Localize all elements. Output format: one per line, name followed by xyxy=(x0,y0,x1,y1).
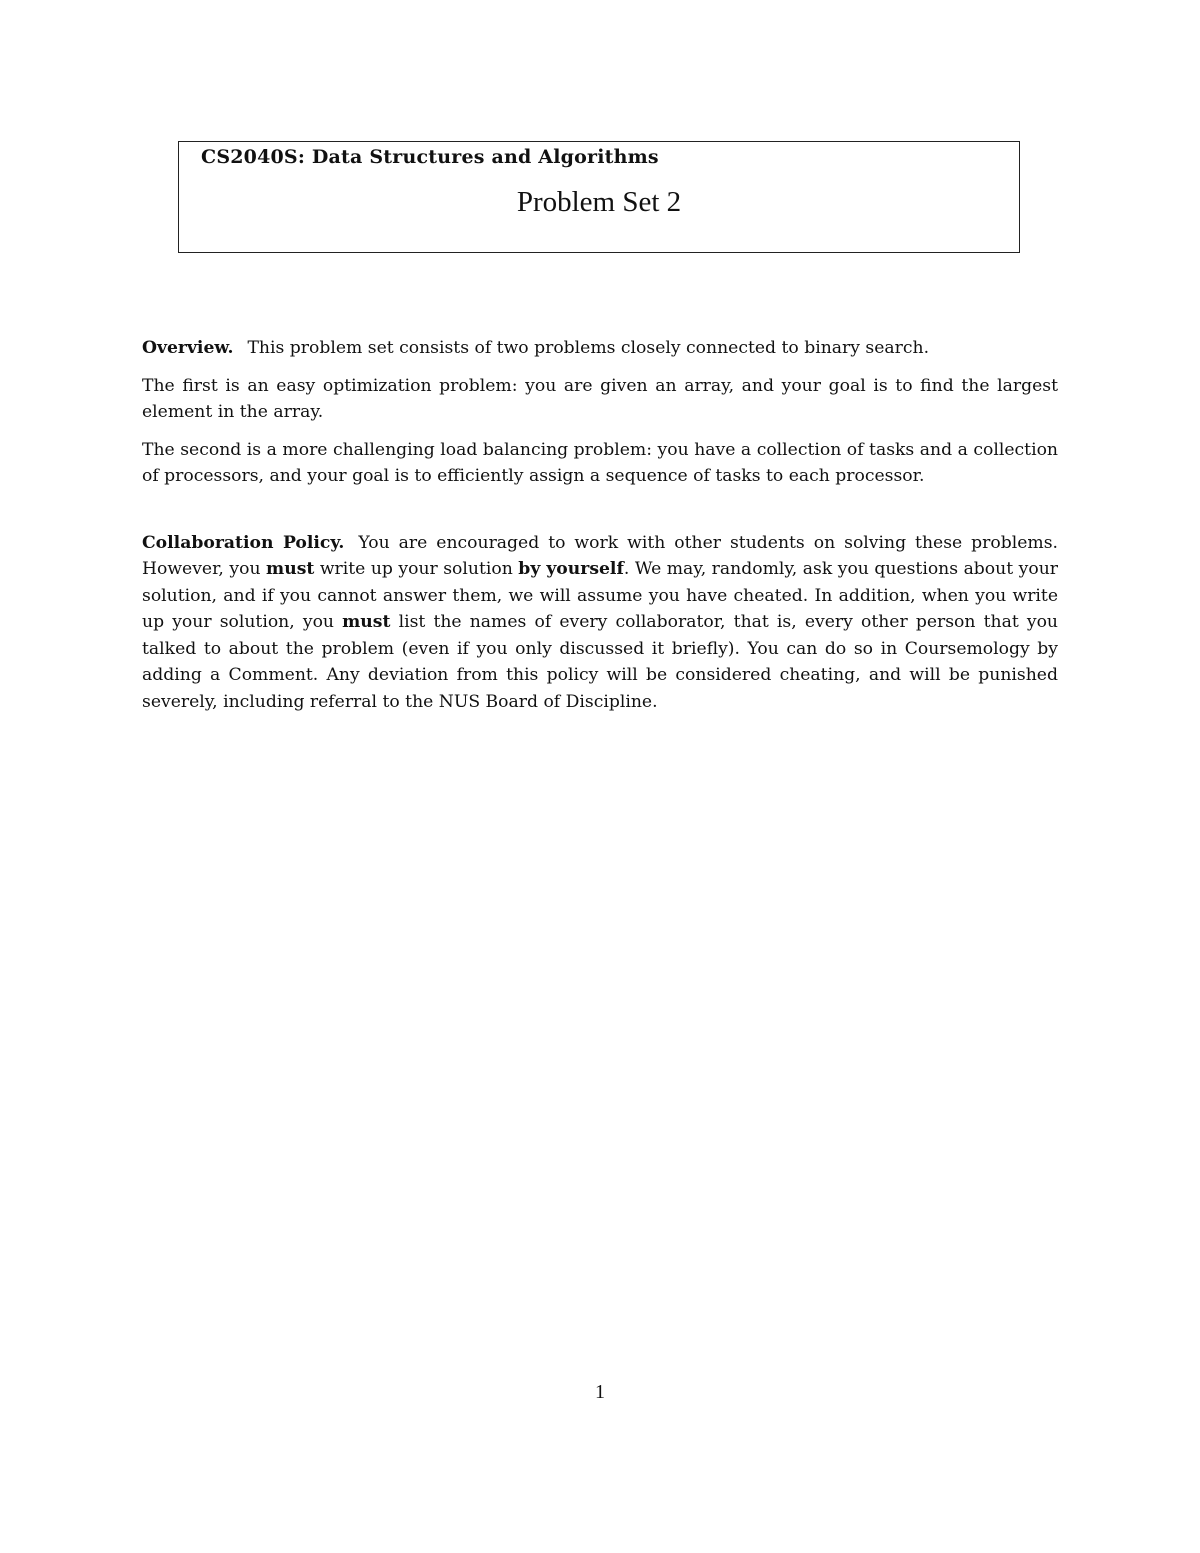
collaboration-policy-paragraph xyxy=(142,530,1058,716)
policy-emphasis-must: must xyxy=(266,559,315,579)
course-title: CS2040S: Data Structures and Algorithms xyxy=(201,146,659,168)
problem-set-title: Problem Set 2 xyxy=(516,186,682,218)
policy-text-1: You are encouraged to work with other students on solving these problems. However, you xyxy=(142,532,1059,579)
overview-paragraph xyxy=(142,335,1058,362)
overview-heading: Overview. xyxy=(142,338,234,358)
title-box xyxy=(178,141,1020,253)
policy-text-4: list the names of every collaborator, that is, every other person that you talked to about the problem (even if you only discussed it briefly). You can do so in Coursemology by adding a Comment. Any deviation from this policy will be considered cheating, and will be punished severely, including referral to the NUS Board of Discipline. xyxy=(142,612,1058,712)
document-body xyxy=(142,335,1058,726)
first-problem-paragraph: The first is an easy optimization problem: you are given an array, and your goal is to find the largest element in the array. xyxy=(142,375,1058,422)
overview-text: This problem set consists of two problems closely connected to binary search. xyxy=(247,338,930,358)
page-number: 1 xyxy=(595,1381,605,1403)
policy-text-3: . We may, randomly, ask you questions about your solution, and if you cannot answer them, we will assume you have cheated. In addition, when you write up your solution, you xyxy=(142,559,1058,632)
policy-text-2: write up your solution xyxy=(314,559,519,579)
collaboration-policy-heading: Collaboration Policy. xyxy=(142,532,345,553)
policy-emphasis-by-yourself: by yourself xyxy=(518,559,624,579)
policy-emphasis-must-2: must xyxy=(342,612,391,632)
second-problem-paragraph: The second is a more challenging load balancing problem: you have a collection of tasks and a collection of processors, and your goal is to efficiently assign a sequence of tasks to each processor. xyxy=(142,439,1058,486)
